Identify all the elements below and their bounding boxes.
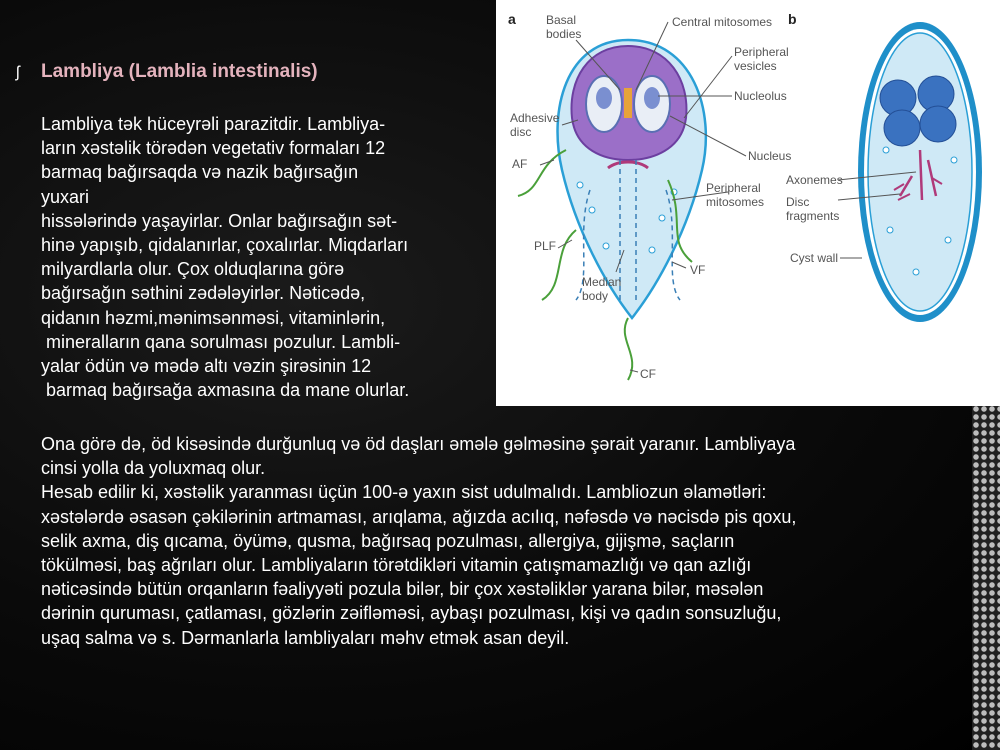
label-adhesive-disc: disc	[510, 125, 532, 139]
vesicle	[945, 237, 951, 243]
label-nucleus: Nucleus	[748, 149, 792, 163]
vesicle	[659, 215, 665, 221]
vesicle	[577, 182, 583, 188]
label-axonemes: Axonemes	[786, 173, 843, 187]
nucleolus-left	[596, 87, 612, 109]
text-line: ların xəstəlik törədən vegetativ formaları 12	[41, 138, 386, 159]
text-line: tökülməsi, baş ağrıları olur. Lambliyaların törətdikləri vitamin çatışmamazlığı və qan azlığı	[41, 555, 752, 576]
cyst-nucleus	[884, 110, 920, 146]
text-line: Hesab edilir ki, xəstəlik yaranması üçün 100-ə yaxın sist udulmalıdı. Lambliozun əlamətləri:	[41, 482, 767, 503]
nucleolus-right	[644, 87, 660, 109]
text-line: nəticəsində bütün orqanların fəaliyyəti pozula bilər, bir çox xəstəliklər yarana bilər, məsələn	[41, 579, 764, 600]
text-line: mineralların qana sorulması pozulur. Lambli-	[41, 331, 401, 352]
text-line: cinsi yolla da yoluxmaq olur.	[41, 458, 266, 479]
label-peripheral-vesicles: vesicles	[734, 59, 777, 73]
text-line: milyardlarla olur. Çox olduqlarına görə	[41, 259, 345, 280]
label-cyst-wall: Cyst wall	[790, 251, 839, 265]
bullet-icon: ʃ	[16, 64, 20, 81]
text-line: Lambliya tək hüceyrəli parazitdir. Lambliya-	[41, 114, 386, 134]
text-line: bağırsağın səthini zədələyirlər. Nəticədə,	[41, 283, 366, 304]
label-median-body: body	[582, 289, 609, 303]
cyst-illustration	[858, 22, 982, 322]
trophozoite-illustration	[518, 40, 706, 380]
vesicle	[913, 269, 919, 275]
label-af: AF	[512, 157, 528, 171]
text-line: selik axma, diş qıcama, öyümə, qusma, bağırsaq pozulması, allergiya, gijişmə, saçların	[41, 530, 735, 551]
text-line: yuxari	[41, 186, 90, 207]
label-peripheral-vesicles: Peripheral	[734, 45, 789, 59]
label-peripheral-mitosomes: Peripheral	[706, 181, 761, 195]
text-line: hissələrində yaşayirlar. Onlar bağırsağın sət-	[41, 210, 398, 231]
label-disc-fragments: fragments	[786, 209, 840, 223]
label-adhesive-disc: Adhesive	[510, 111, 560, 125]
text-line: qidanın həzmi,mənimsənməsi, vitaminlərin,	[41, 307, 386, 328]
label-disc-fragments: Disc	[786, 195, 810, 209]
vesicle	[951, 157, 957, 163]
label-cf: CF	[640, 367, 656, 381]
label-central-mitosomes: Central mitosomes	[672, 15, 773, 29]
text-line: uşaq salma və s. Dərmanlarla lambliyaları məhv etmək asan deyil.	[41, 627, 570, 648]
panel-a-label: a	[508, 11, 516, 27]
label-median-body: Median	[582, 275, 622, 289]
column-text	[41, 112, 409, 402]
panel-b-label: b	[788, 11, 797, 27]
giardia-diagram-svg	[496, 0, 1000, 406]
text-line: dərinin quruması, çatlaması, gözlərin zəifləməsi, aybaşı pozulması, kişi və qadın sonsuzluğu,	[41, 603, 782, 624]
text-line: barmaq bağırsaqda və nazik bağırsağın	[41, 162, 359, 183]
cyst-nucleus	[920, 106, 956, 142]
slide-title: Lambliya (Lamblia intestinalis)	[41, 61, 318, 82]
label-basal-bodies: bodies	[546, 27, 582, 41]
vesicle	[649, 247, 655, 253]
label-nucleolus: Nucleolus	[734, 89, 787, 103]
label-peripheral-mitosomes: mitosomes	[706, 195, 765, 209]
giardia-diagram	[496, 0, 1000, 406]
label-vf: VF	[690, 263, 706, 277]
vesicle	[887, 227, 893, 233]
vesicle	[589, 207, 595, 213]
text-line: xəstələrdə əsasən çəkilərinin artmaması, arıqlama, ağızda acılıq, nəfəsdə və nəcisdə pis qoxu,	[41, 506, 797, 527]
label-basal-bodies: Basal	[546, 13, 577, 27]
vesicle	[883, 147, 889, 153]
text-line: Ona görə də, öd kisəsində durğunluq və öd daşları əmələ gəlməsinə şərait yaranır. Lambliyaya	[41, 434, 796, 454]
basal-bodies	[624, 88, 632, 118]
text-line: barmaq bağırsağa axmasına da mane olurlar.	[41, 380, 410, 401]
full-width-text	[41, 432, 976, 650]
decorative-dot-strip	[972, 405, 1000, 750]
label-plf: PLF	[534, 239, 557, 253]
vesicle	[603, 243, 609, 249]
text-line: hinə yapışıb, qidalanırlar, çoxalırlar. Miqdarları	[41, 235, 409, 256]
text-line: yalar ödün və mədə altı vəzin şirəsinin 12	[41, 356, 372, 377]
